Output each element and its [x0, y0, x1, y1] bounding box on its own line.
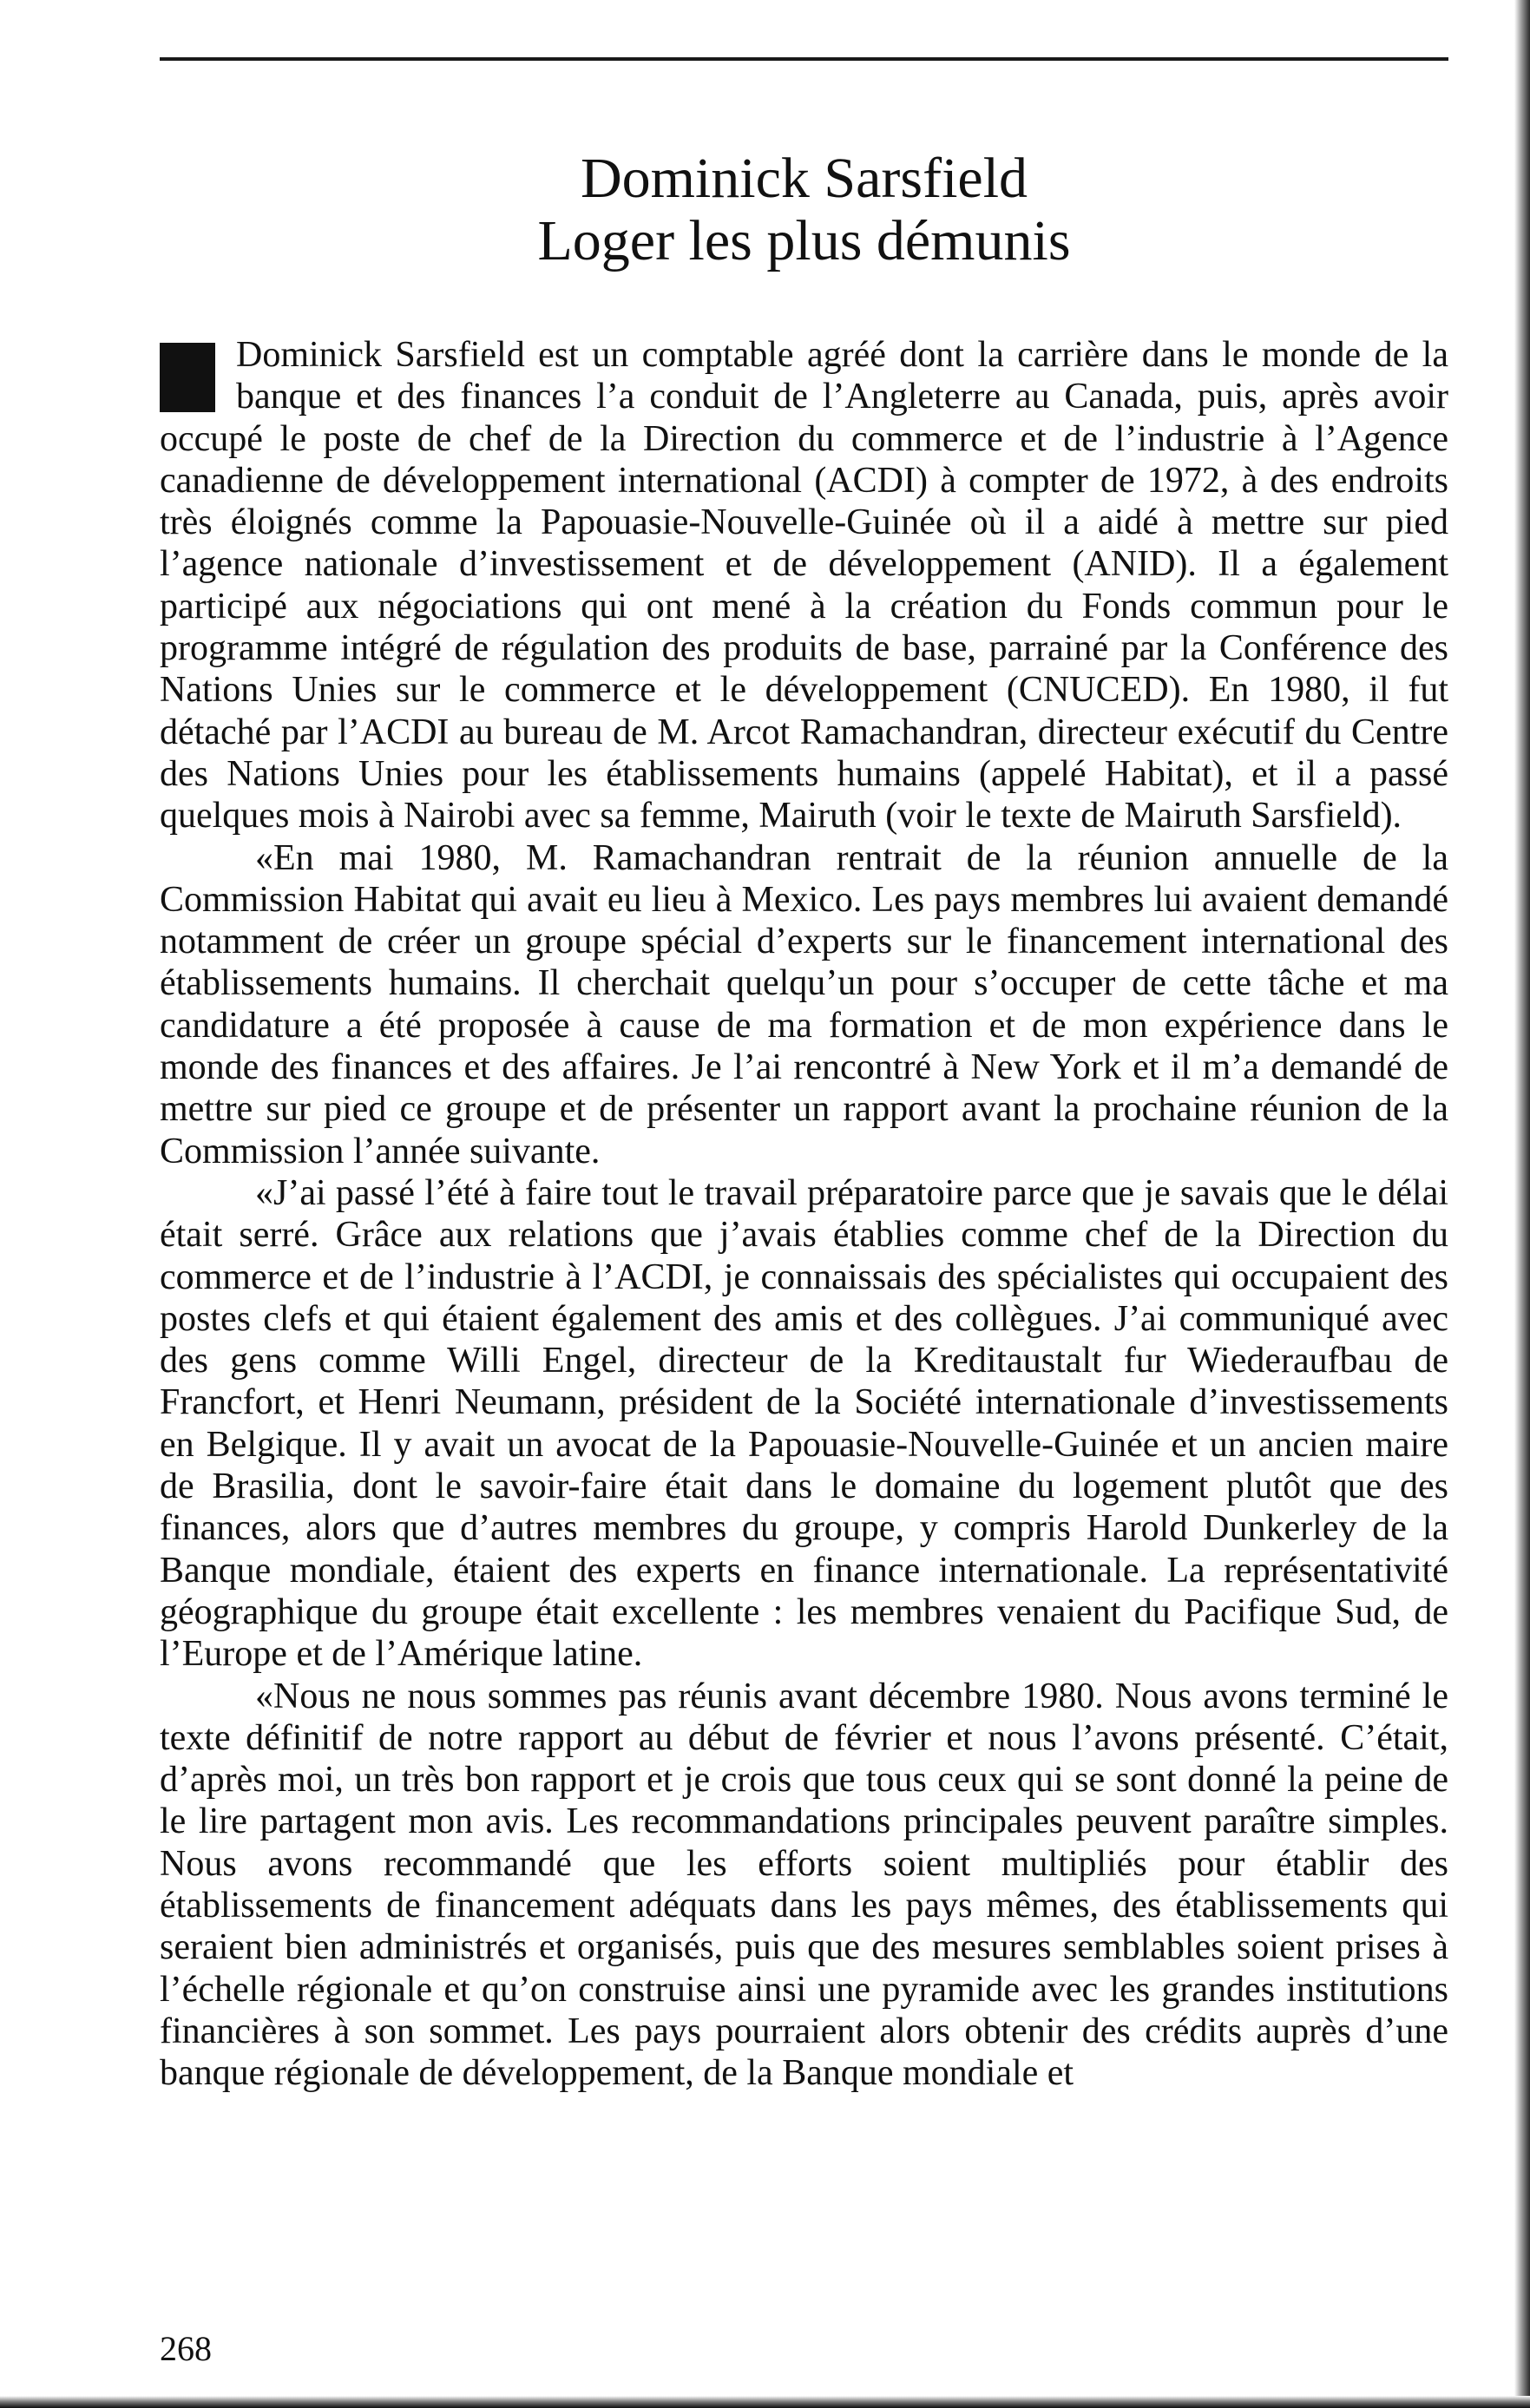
paragraph-4: «Nous ne nous sommes pas réunis avant décembre 1980. Nous avons terminé le texte définitif de notre rapport au début de février et nous l’avons présenté. C’était, d’après moi, un très bon rapport et je crois que tous ceux qui se sont donné la peine de le lire partagent mon avis. Les recommandations principales peuvent paraître simples. Nous avons recommandé que les efforts soient multipliés pour établir des établissements de financement adéquats dans les pays mêmes, des établissements qui seraient bien administrés et organisés, puis que des mesures semblables soient prises à l’échelle régionale et qu’on construise ainsi une pyramide avec les grandes institutions financières à son sommet. Les pays pourraient alors obtenir des crédits auprès d’une banque régionale de développement, de la Banque mondiale et	[160, 1676, 1448, 2094]
page-number: 268	[160, 2329, 212, 2368]
paragraph-2: «En mai 1980, M. Ramachandran rentrait de la réunion annuelle de la Commission Habitat qui avait eu lieu à Mexico. Les pays membres lui avaient demandé notamment de créer un groupe spécial d’experts sur le financement international des établissements humains. Il cherchait quelqu’un pour s’occuper de cette tâche et ma candidature a été proposée à cause de ma formation et de mon expérience dans le monde des finances et des affaires. Je l’ai rencontré à New York et il m’a demandé de mettre sur pied ce groupe et de présenter un rapport avant la prochaine réunion de la Commission l’année suivante.	[160, 837, 1448, 1171]
top-rule	[160, 57, 1448, 61]
title-subtitle: Loger les plus démunis	[537, 209, 1071, 272]
scan-right-edge	[1514, 0, 1530, 2408]
paragraph-intro: Dominick Sarsfield est un comptable agréé dont la carrière dans le monde de la banque et des finances l’a conduit de l’Angleterre au Canada, puis, après avoir occupé le poste de chef de la Direction du commerce et de l’industrie à l’Agence canadienne de développement international (ACDI) à compter de 1972, à des endroits très éloignés comme la Papouasie-Nouvelle-Guinée où il a aidé à mettre sur pied l’agence nationale d’investissement et de développement (ANID). Il a également participé aux négociations qui ont mené à la création du Fonds commun pour le programme intégré de régulation des produits de base, parrainé par la Conférence des Nations Unies sur le commerce et le développement (CNUCED). En 1980, il fut détaché par l’ACDI au bureau de M. Arcot Ramachandran, directeur exécutif du Centre des Nations Unies pour les établissements humains (appelé Habitat), et il a passé quelques mois à Nairobi avec sa femme, Mairuth (voir le texte de Mairuth Sarsfield).	[160, 335, 1448, 837]
article-title	[160, 148, 1448, 272]
paragraph-3: «J’ai passé l’été à faire tout le travail préparatoire parce que je savais que le délai était serré. Grâce aux relations que j’avais établies comme chef de la Direction du commerce et de l’industrie à l’ACDI, je connaissais des spécialistes qui occupaient des postes clefs et qui étaient également des amis et des collègues. J’ai communiqué avec des gens comme Willi Engel, directeur de la Kreditaustalt fur Wiederaufbau de Francfort, et Henri Neumann, président de la Société internationale d’investissements en Belgique. Il y avait un avocat de la Papouasie-Nouvelle-Guinée et un ancien maire de Brasilia, dont le savoir-faire était dans le domaine du logement plutôt que des finances, alors que d’autres membres du groupe, y compris Harold Dunkerley de la Banque mondiale, étaient des experts en finance internationale. La représentativité géographique du groupe était excellente : les membres venaient du Pacifique Sud, de l’Europe et de l’Amérique latine.	[160, 1172, 1448, 1675]
title-name: Dominick Sarsfield	[580, 147, 1028, 210]
article-body	[160, 334, 1448, 2094]
scan-bottom-edge	[0, 2396, 1530, 2408]
paragraph-marker-square	[160, 343, 215, 412]
